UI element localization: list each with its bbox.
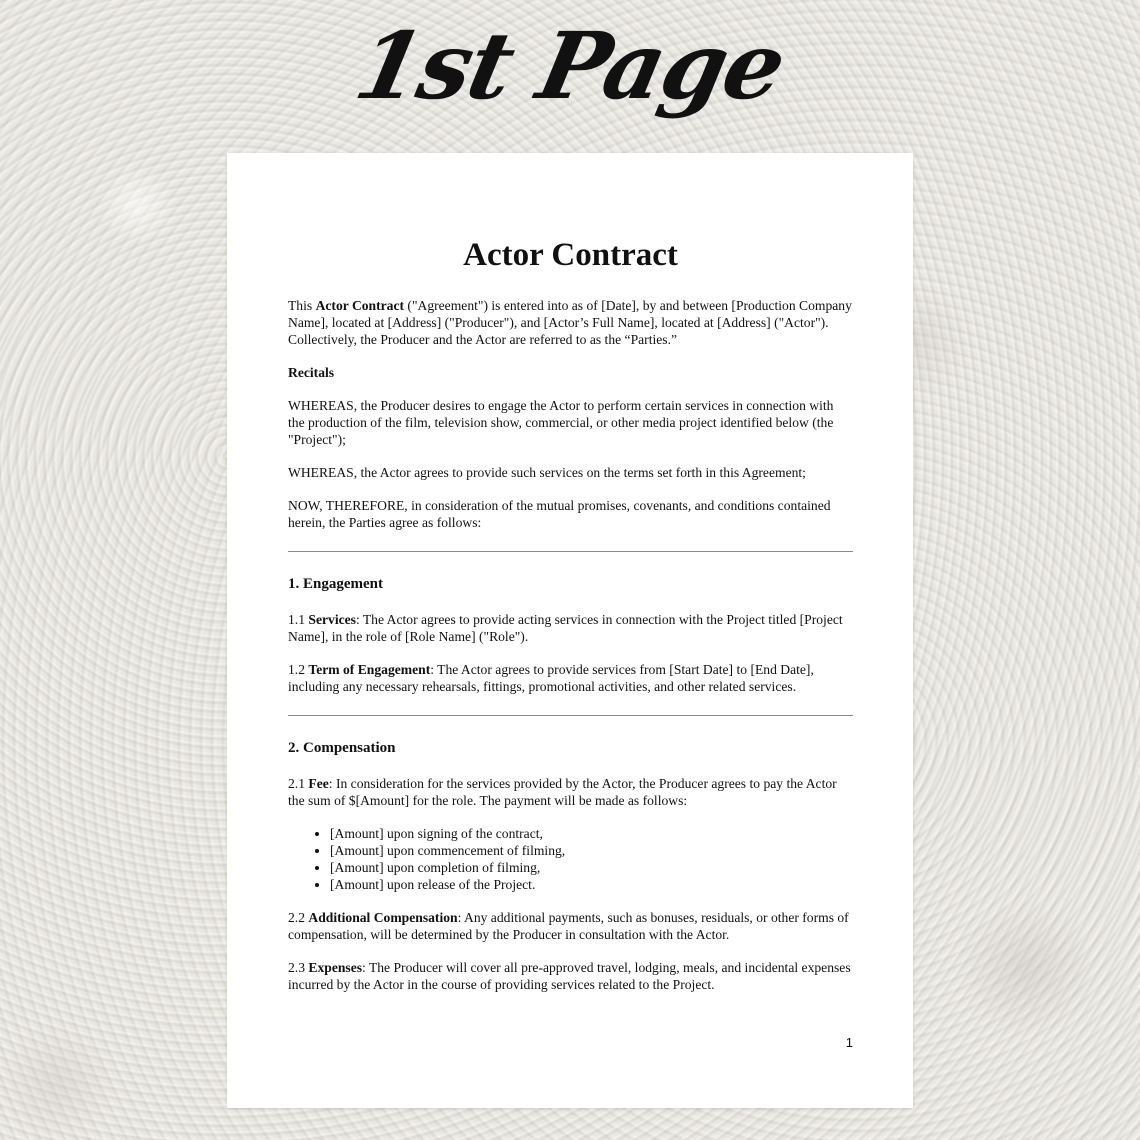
clause-term: Additional Compensation: [308, 910, 458, 926]
clause-1-2: [288, 661, 853, 695]
clause-number: 2.2: [288, 910, 309, 926]
clause-text: : The Actor agrees to provide services from [Start Date] to [End Date], including any necessary rehearsals, fittings, promotional activities, and other related services.: [288, 662, 814, 695]
clause-number: 2.1: [288, 776, 309, 792]
intro-pre: This: [288, 298, 316, 314]
list-item: • [Amount] upon completion of filming,: [330, 859, 853, 876]
page-number: 1: [845, 1035, 853, 1050]
clause-2-1: [288, 775, 853, 809]
section-divider: [288, 715, 853, 716]
clause-text: : The Producer will cover all pre-approved travel, lodging, meals, and incidental expenses incurred by the Actor in the course of providing services related to the Project.: [288, 960, 851, 993]
section-heading-engagement: 1. Engagement: [288, 576, 383, 593]
document-page: [227, 153, 913, 1108]
clause-text: : Any additional payments, such as bonuses, residuals, or other forms of compensation, will be determined by the Producer in consultation with the Actor.: [288, 910, 849, 943]
list-item: • [Amount] upon release of the Project.: [330, 876, 853, 893]
page-label-banner: 1st Page: [346, 12, 794, 120]
intro-paragraph: [288, 297, 853, 348]
payment-schedule-list: [288, 825, 853, 893]
document-title: Actor Contract: [463, 237, 678, 273]
list-item: • [Amount] upon commencement of filming,: [330, 842, 853, 859]
section-heading-compensation: 2. Compensation: [288, 740, 396, 757]
clause-number: 1.2: [288, 662, 309, 678]
whereas-paragraph-1: WHEREAS, the Producer desires to engage the Actor to perform certain services in connection with the production of the film, television show, commercial, or other media project identified below (the "Project");: [288, 398, 834, 448]
whereas-paragraph-2: WHEREAS, the Actor agrees to provide such services on the terms set forth in this Agreement;: [288, 465, 806, 481]
recitals-heading: Recitals: [288, 365, 335, 381]
clause-text: : The Actor agrees to provide acting services in connection with the Project titled [Project Name], in the role of [Role Name] ("Role").: [288, 612, 843, 645]
section-divider: [288, 551, 853, 552]
clause-number: 2.3: [288, 960, 309, 976]
intro-rest: ("Agreement") is entered into as of [Date], by and between [Production Company Name], located at [Address] ("Producer"), and [Actor’s Full Name], located at [Address] ("Actor"). Collectively, the Producer and the Actor are referred to as the “Parties.”: [288, 298, 852, 348]
clause-term: Expenses: [308, 960, 363, 976]
clause-term: Services: [308, 612, 356, 628]
clause-1-1: [288, 611, 853, 645]
clause-text: : In consideration for the services provided by the Actor, the Producer agrees to pay the Actor the sum of $[Amount] for the role. The payment will be made as follows:: [288, 776, 837, 809]
now-therefore-paragraph: NOW, THEREFORE, in consideration of the mutual promises, covenants, and conditions contained herein, the Parties agree as follows:: [288, 498, 831, 531]
clause-2-2: [288, 909, 853, 943]
list-item: • [Amount] upon signing of the contract,: [330, 825, 853, 842]
clause-term: Fee: [308, 776, 329, 792]
intro-bold: Actor Contract: [315, 298, 405, 314]
clause-2-3: [288, 959, 853, 993]
clause-term: Term of Engagement: [308, 662, 431, 678]
clause-number: 1.1: [288, 612, 309, 628]
